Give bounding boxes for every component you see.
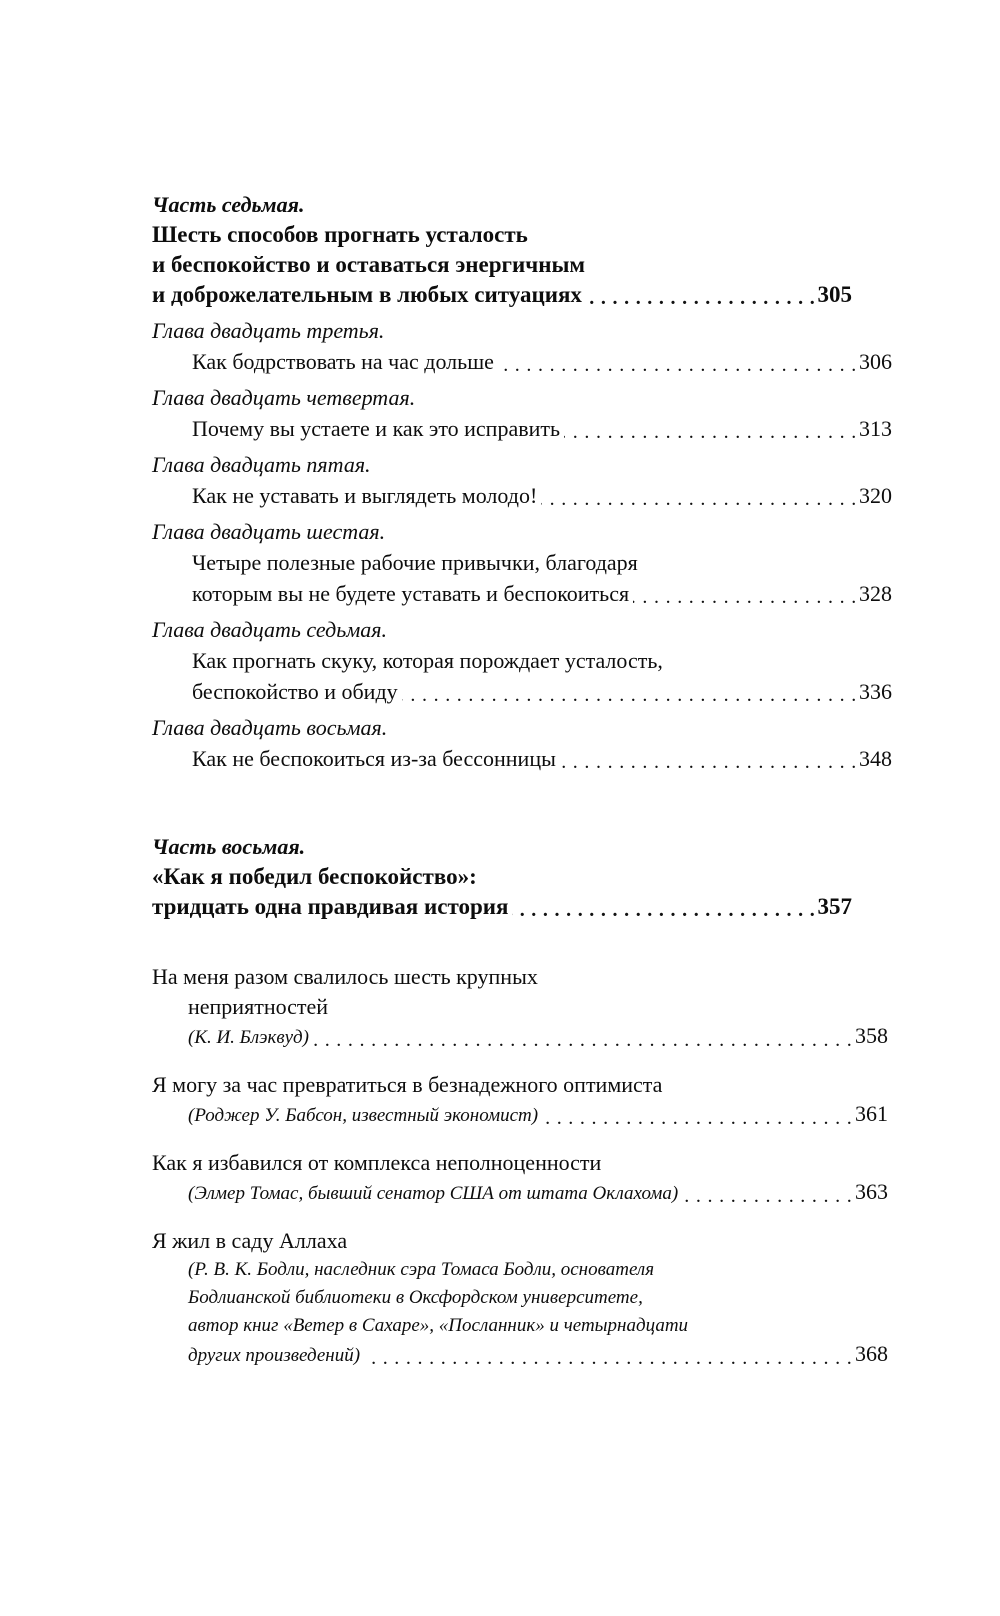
story-1-title-line-2: неприятностей xyxy=(188,994,329,1019)
dot-leader xyxy=(364,1351,853,1370)
chapter-27-title-line-1: Как прогнать скуку, которая порождает усталость, xyxy=(192,648,663,673)
chapter-27-page: 336 xyxy=(859,679,892,704)
story-entry[interactable] xyxy=(152,962,888,1052)
chapter-24-label: Глава двадцать четвертая. xyxy=(152,385,416,410)
story-2-title: Я могу за час превратиться в безнадежного оптимиста xyxy=(152,1072,663,1097)
story-4-author-line-2: Бодлианской библиотеки в Оксфордском университете, xyxy=(188,1287,643,1308)
story-4-author-line-1: (Р. В. К. Бодли, наследник сэра Томаса Бодли, основателя xyxy=(188,1259,655,1280)
dot-leader xyxy=(560,752,857,774)
story-4-author-line-3: автор книг «Ветер в Сахаре», «Посланник» и четырнадцати xyxy=(188,1315,689,1336)
chapter-26-page: 328 xyxy=(859,581,892,606)
chapter-25-label: Глава двадцать пятая. xyxy=(152,452,371,477)
chapter-27-label: Глава двадцать седьмая. xyxy=(152,617,388,642)
part-eight-title-text-1: «Как я победил беспокойство»: xyxy=(152,864,477,889)
chapter-23-label: Глава двадцать третья. xyxy=(152,318,385,343)
story-1-title-line-1: На меня разом свалилось шесть крупных xyxy=(152,964,538,989)
part-eight-title-line-1 xyxy=(152,862,852,892)
story-4-title: Я жил в саду Аллаха xyxy=(152,1228,348,1253)
story-2-author-row xyxy=(152,1100,888,1130)
chapter-24-entry[interactable] xyxy=(152,413,892,444)
dot-leader xyxy=(313,1033,853,1052)
story-entry[interactable] xyxy=(152,1148,888,1208)
story-1-author: (К. И. Блэквуд) xyxy=(188,1027,309,1048)
part-eight-title-line-2 xyxy=(152,892,852,922)
chapter-28-page: 348 xyxy=(859,746,892,771)
chapter-23-title: Как бодрствовать на час дольше xyxy=(192,349,494,374)
dot-leader xyxy=(512,899,815,922)
chapter-28-entry[interactable] xyxy=(152,743,892,774)
chapter-24-title: Почему вы устаете и как это исправить xyxy=(192,416,561,441)
story-4-author-row xyxy=(152,1340,888,1370)
chapter-23-entry[interactable] xyxy=(152,346,892,377)
dot-leader xyxy=(564,422,857,444)
toc-page xyxy=(152,190,892,1370)
story-3-title: Как я избавился от комплекса неполноценности xyxy=(152,1150,602,1175)
part-eight-block xyxy=(152,832,852,922)
part-seven-title-text-1: Шесть способов прогнать усталость xyxy=(152,222,528,247)
story-entry[interactable] xyxy=(152,1070,888,1130)
chapter-25-entry[interactable] xyxy=(152,480,892,511)
part-eight-label: Часть восьмая. xyxy=(152,834,306,859)
chapter-25-page: 320 xyxy=(859,483,892,508)
story-3-author: (Элмер Томас, бывший сенатор США от штата Оклахома) xyxy=(188,1183,679,1204)
dot-leader xyxy=(682,1189,853,1208)
chapter-26-entry[interactable] xyxy=(152,578,892,609)
chapter-27-title-line-2: беспокойство и обиду xyxy=(192,679,398,704)
dot-leader xyxy=(541,489,857,511)
story-4-author-line-4: других произведений) xyxy=(188,1345,361,1366)
dot-leader xyxy=(633,587,857,609)
story-2-author: (Роджер У. Бабсон, известный экономист) xyxy=(188,1105,539,1126)
part-seven-title-line-1 xyxy=(152,220,852,250)
dot-leader xyxy=(402,685,857,707)
dot-leader xyxy=(542,1111,853,1130)
part-seven-block xyxy=(152,190,852,310)
part-eight-page: 357 xyxy=(817,894,852,919)
dot-leader xyxy=(498,355,857,377)
part-eight-title-text-2: тридцать одна правдивая история xyxy=(152,894,509,919)
part-seven-label: Часть седьмая. xyxy=(152,192,305,217)
story-2-page: 361 xyxy=(855,1101,888,1126)
chapter-28-label: Глава двадцать восьмая. xyxy=(152,715,388,740)
part-seven-page: 305 xyxy=(817,282,852,307)
story-1-author-row xyxy=(152,1022,888,1052)
chapter-26-title-line-2: которым вы не будете уставать и беспокоиться xyxy=(192,581,630,606)
story-4-page: 368 xyxy=(855,1341,888,1366)
part-seven-title-line-2 xyxy=(152,250,852,280)
section-spacer xyxy=(152,774,852,832)
dot-leader xyxy=(586,287,816,310)
story-entry[interactable] xyxy=(152,1226,888,1370)
story-3-page: 363 xyxy=(855,1179,888,1204)
story-3-author-row xyxy=(152,1178,888,1208)
chapter-24-page: 313 xyxy=(859,416,892,441)
chapter-26-title-line-1: Четыре полезные рабочие привычки, благодаря xyxy=(192,550,638,575)
part-seven-title-text-2: и беспокойство и оставаться энергичным xyxy=(152,252,586,277)
chapter-25-title: Как не уставать и выглядеть молодо! xyxy=(192,483,538,508)
chapter-28-title: Как не беспокоиться из-за бессонницы xyxy=(192,746,556,771)
chapter-26-label: Глава двадцать шестая. xyxy=(152,519,386,544)
chapter-27-entry[interactable] xyxy=(152,676,892,707)
part-seven-title-line-3 xyxy=(152,280,852,310)
stories-spacer xyxy=(152,922,852,944)
part-seven-title-text-3: и доброжелательным в любых ситуациях xyxy=(152,282,582,307)
story-1-page: 358 xyxy=(855,1023,888,1048)
chapter-23-page: 306 xyxy=(859,349,892,374)
